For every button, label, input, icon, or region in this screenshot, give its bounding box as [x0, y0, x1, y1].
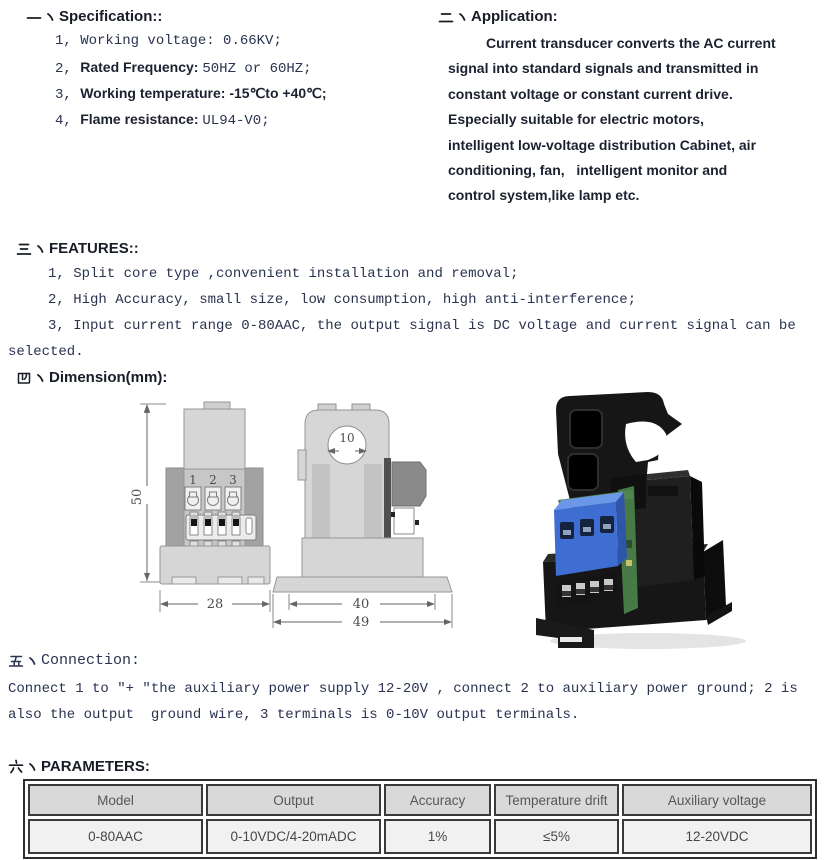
side-base-label: 40	[352, 597, 370, 612]
cell-model: 0-80AAC	[28, 819, 203, 854]
cjk-numeral-4-icon	[16, 370, 32, 386]
feature-continuation: selected.	[8, 344, 84, 360]
section-heading-specification	[26, 8, 162, 25]
column-header-output: Output	[206, 784, 381, 816]
application-line: signal into standard signals and transmitted in	[448, 60, 759, 77]
connection-line: Connect 1 to "+ "the auxiliary power supply 12-20V , connect 2 to auxiliary power ground; 2 is	[8, 681, 798, 697]
section-heading-features	[16, 240, 139, 257]
side-hole-label: 10	[339, 431, 355, 445]
column-header-model: Model	[28, 784, 203, 816]
cjk-comma-icon	[36, 242, 45, 256]
application-line: constant voltage or constant current drive.	[448, 85, 733, 102]
cell-temperature-drift: ≤5%	[494, 819, 619, 854]
column-header-auxiliary-voltage: Auxiliary voltage	[622, 784, 812, 816]
cjk-comma-icon	[28, 654, 37, 668]
cjk-comma-icon	[28, 760, 37, 774]
section-heading-dimension	[16, 369, 167, 386]
section-title: Application:	[471, 8, 558, 25]
application-paragraph	[448, 31, 776, 209]
section-title: PARAMETERS:	[41, 758, 150, 775]
application-line: control system,like lamp etc.	[448, 187, 640, 204]
cjk-numeral-2-icon	[438, 9, 454, 25]
connection-line: also the output ground wire, 3 terminals is 0-10V output terminals.	[8, 707, 580, 723]
connection-paragraph	[8, 676, 836, 728]
cjk-numeral-6-icon	[8, 759, 24, 775]
column-header-temperature-drift: Temperature drift	[494, 784, 619, 816]
cell-auxiliary-voltage: 12-20VDC	[622, 819, 812, 854]
cjk-comma-icon	[458, 10, 467, 24]
section-heading-connection	[8, 652, 140, 669]
application-line: intelligent low-voltage distribution Cabinet, air	[448, 136, 757, 153]
section-heading-parameters	[8, 758, 150, 775]
cjk-numeral-5-icon	[8, 653, 24, 669]
feature-item: 1, Split core type ,convenient installation and removal;	[48, 266, 519, 282]
section-title: Dimension(mm):	[49, 369, 168, 386]
table-header-row	[28, 784, 812, 816]
table-row	[28, 819, 812, 854]
application-line: Current transducer converts the AC current	[486, 35, 776, 51]
side-flange-label: 49	[352, 615, 370, 630]
product-photo	[498, 390, 776, 658]
cjk-comma-icon	[36, 371, 45, 385]
cell-accuracy: 1%	[384, 819, 491, 854]
section-title: Connection:	[41, 652, 141, 669]
cjk-comma-icon	[46, 10, 55, 24]
terminal-label-2: 2	[209, 473, 217, 487]
parameters-table-wrap	[23, 779, 817, 859]
column-header-accuracy: Accuracy	[384, 784, 491, 816]
feature-item: 3, Input current range 0-80AAC, the output signal is DC voltage and current signal can be	[48, 318, 796, 334]
spec-item: 2, Rated Frequency: 50HZ or 60HZ;	[55, 59, 312, 77]
application-line: Especially suitable for electric motors,	[448, 111, 704, 128]
terminal-label-1: 1	[189, 473, 197, 487]
cell-output: 0-10VDC/4-20mADC	[206, 819, 381, 854]
front-height-label: 50	[130, 488, 145, 506]
front-width-label: 28	[206, 597, 224, 612]
application-line: conditioning, fan, intelligent monitor and	[448, 162, 728, 179]
cjk-numeral-3-icon	[16, 241, 32, 257]
spec-item: 3, Working temperature: -15℃to +40℃;	[55, 85, 327, 103]
section-title: Specification::	[59, 8, 163, 25]
terminal-screws	[185, 487, 241, 510]
section-title: FEATURES::	[49, 240, 139, 257]
terminal-label-3: 3	[229, 473, 237, 487]
section-heading-application	[438, 8, 558, 25]
spec-item: 1, Working voltage: 0.66KV;	[55, 33, 282, 49]
parameters-table	[23, 779, 817, 859]
cjk-numeral-1-icon	[26, 9, 42, 25]
feature-item: 2, High Accuracy, small size, low consumption, high anti-interference;	[48, 292, 637, 308]
spec-item: 4, Flame resistance: UL94-V0;	[55, 111, 270, 129]
side-view-drawing	[264, 396, 484, 638]
